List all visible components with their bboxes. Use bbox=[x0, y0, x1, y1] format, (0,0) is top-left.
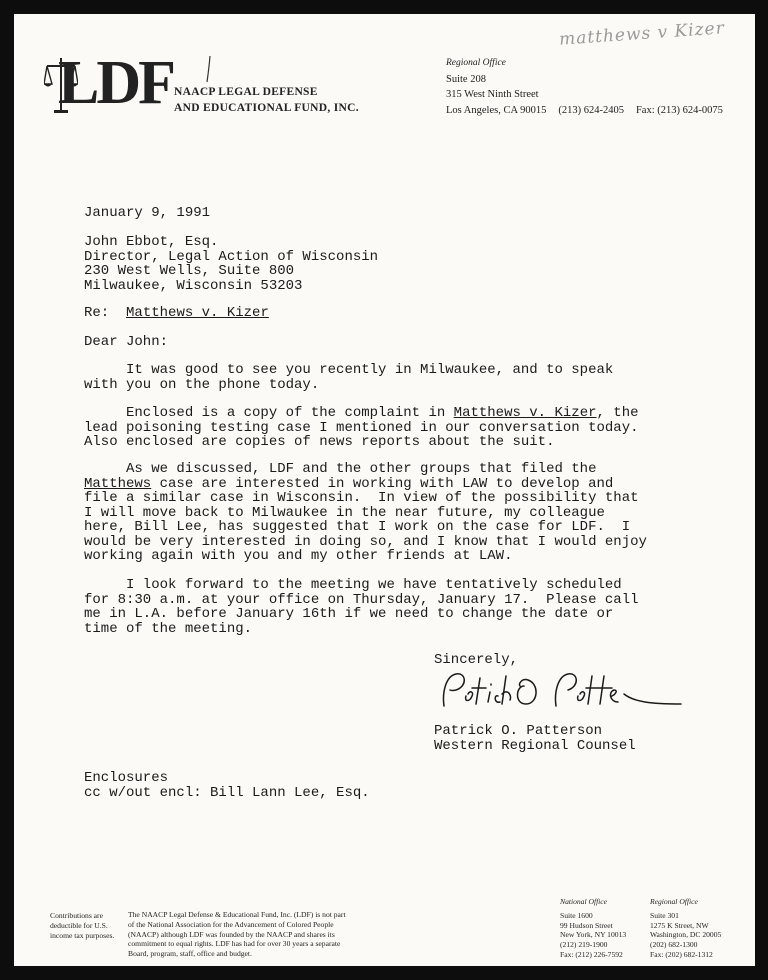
about-line: commitment to equal rights. LDF has had for over 30 years a separate bbox=[128, 939, 341, 949]
paragraph-line: here, Bill Lee, has suggested that I work on the case for LDF. I bbox=[84, 519, 631, 535]
case-name: Matthews bbox=[84, 475, 152, 492]
paragraph-line: I look forward to the meeting we have tentatively scheduled bbox=[84, 577, 622, 593]
paragraph-line: would be very interested in doing so, and I know that I would enjoy bbox=[84, 533, 647, 550]
signer-title: Western Regional Counsel bbox=[434, 737, 636, 754]
paragraph-text: Enclosed is a copy of the complaint in bbox=[84, 405, 454, 421]
office-city: Los Angeles, CA 90015 bbox=[446, 104, 547, 116]
re-case: Matthews v. Kizer bbox=[126, 305, 269, 321]
signature-block bbox=[434, 724, 636, 753]
regional-office-label: Regional Office bbox=[650, 897, 698, 906]
office-fax: Fax: (213) 624-0075 bbox=[635, 104, 723, 116]
office-street: 315 West Ninth Street bbox=[446, 89, 539, 100]
tax-note-line: Contributions are bbox=[50, 911, 103, 920]
cc-line: cc w/out encl: Bill Lann Lee, Esq. bbox=[84, 784, 370, 801]
enclosures-block bbox=[84, 771, 370, 800]
paragraph-text: case are interested in working with LAW to develop and bbox=[151, 475, 614, 492]
regional-office-line: Washington, DC 20005 bbox=[650, 930, 722, 940]
paragraph-line: file a similar case in Wisconsin. In view of the possibility that bbox=[84, 490, 639, 506]
paragraph-2 bbox=[84, 406, 639, 450]
recipient-line: John Ebbot, Esq. bbox=[84, 234, 219, 250]
about-line: of the National Association for the Advancement of Colored People bbox=[128, 919, 334, 929]
national-office-line: New York, NY 10013 bbox=[560, 930, 627, 940]
paragraph-line: time of the meeting. bbox=[84, 620, 253, 637]
regional-office-line: (202) 682-1300 bbox=[650, 940, 698, 950]
paragraph-3 bbox=[84, 462, 647, 564]
about-line: (NAACP) although LDF was founded by the NAACP and shares its bbox=[128, 929, 335, 939]
tax-note-line: deductible for U.S. bbox=[50, 920, 108, 930]
paragraph-line: for 8:30 a.m. at your office on Thursday, January 17. Please call bbox=[84, 591, 639, 608]
office-contact-line bbox=[446, 103, 723, 119]
dc-regional-office bbox=[650, 897, 721, 960]
office-suite: Suite 208 bbox=[446, 73, 486, 85]
national-office-line: 99 Hudson Street bbox=[560, 920, 613, 930]
paragraph-text: , the bbox=[596, 405, 639, 421]
about-line: The NAACP Legal Defense & Educational Fund, Inc. (LDF) is not part bbox=[128, 910, 346, 919]
paragraph-line: As we discussed, LDF and the other groups that filed the bbox=[84, 461, 597, 477]
national-office-label: National Office bbox=[560, 897, 608, 906]
regional-office-line: Fax: (202) 682-1312 bbox=[650, 949, 713, 959]
paragraph-line: me in L.A. before January 16th if we need to change the date or bbox=[84, 606, 614, 622]
regional-office-line: 1275 K Street, NW bbox=[650, 920, 709, 930]
handwritten-signature bbox=[436, 666, 686, 718]
handwritten-note: matthews v Kizer bbox=[558, 18, 726, 50]
paragraph-line: I will move back to Milwaukee in the near future, my colleague bbox=[84, 504, 605, 521]
closing: Sincerely, bbox=[434, 652, 519, 668]
office-label: Regional Office bbox=[446, 58, 506, 68]
paragraph-line bbox=[84, 477, 647, 492]
paragraph-1 bbox=[84, 363, 613, 392]
paragraph-line: Also enclosed are copies of news reports about the suit. bbox=[84, 434, 555, 450]
org-name-line1: NAACP LEGAL DEFENSE bbox=[174, 86, 318, 98]
pen-mark-icon bbox=[204, 54, 214, 84]
paragraph-line: It was good to see you recently in Milwaukee, and to speak bbox=[84, 362, 614, 378]
letter-date: January 9, 1991 bbox=[84, 205, 211, 221]
ldf-about bbox=[128, 910, 346, 959]
paragraph-4 bbox=[84, 578, 639, 636]
recipient-address bbox=[84, 235, 378, 293]
national-office bbox=[560, 897, 626, 960]
salutation: Dear John: bbox=[84, 334, 169, 350]
tax-note-line: income tax purposes. bbox=[50, 930, 115, 940]
case-name: Matthews v. Kizer bbox=[453, 405, 597, 421]
recipient-line: 230 West Wells, Suite 800 bbox=[84, 263, 295, 279]
regional-office-header bbox=[446, 56, 723, 118]
recipient-line: Director, Legal Action of Wisconsin bbox=[84, 248, 379, 265]
letter-page bbox=[14, 14, 755, 966]
paragraph-line: with you on the phone today. bbox=[84, 376, 320, 393]
paragraph-line bbox=[84, 406, 639, 421]
signer-name: Patrick O. Patterson bbox=[434, 723, 603, 739]
re-line bbox=[84, 306, 269, 321]
about-line: Board, program, staff, office and budget. bbox=[128, 949, 252, 959]
org-name-line2: AND EDUCATIONAL FUND, INC. bbox=[174, 102, 359, 114]
national-office-line: Fax: (212) 226-7592 bbox=[560, 949, 623, 959]
re-label: Re: bbox=[84, 305, 110, 321]
recipient-line: Milwaukee, Wisconsin 53203 bbox=[84, 277, 303, 294]
national-office-line: Suite 1600 bbox=[560, 910, 593, 920]
regional-office-line: Suite 301 bbox=[650, 910, 679, 920]
office-phone: (213) 624-2405 bbox=[558, 104, 624, 116]
logo-wordmark: LDF bbox=[58, 49, 173, 117]
national-office-line: (212) 219-1900 bbox=[560, 940, 608, 950]
tax-note bbox=[50, 911, 114, 940]
enclosures-label: Enclosures bbox=[84, 770, 169, 786]
org-name bbox=[174, 84, 359, 116]
paragraph-line: lead poisoning testing case I mentioned in our conversation today. bbox=[84, 419, 639, 436]
paragraph-line: working again with you and my other friends at LAW. bbox=[84, 548, 513, 564]
